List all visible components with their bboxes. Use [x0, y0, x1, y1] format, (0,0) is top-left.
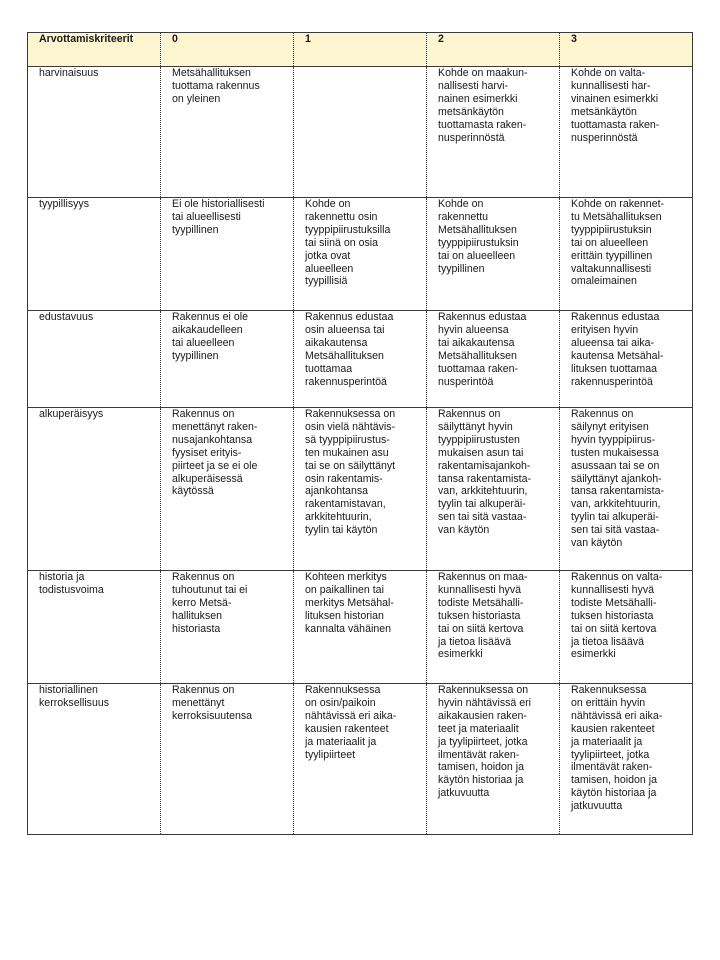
table-cell: Rakennus on säilyttänyt hyvin tyyppipiirustusten mukaisen asun tai rakentamisajankoh- tansa rakentamista- van, arkkitehtuurin, tyylin tai alkuperäi- sen tai sitä vastaa- van käytön	[427, 408, 560, 571]
header-score-1: 1	[294, 33, 427, 67]
criterion-cell: edustavuus	[28, 311, 161, 408]
table-row	[28, 311, 693, 408]
header-score-3: 3	[560, 33, 693, 67]
table-cell: Kohteen merkitys on paikallinen tai merkitys Metsähal- lituksen historian kannalta vähäinen	[294, 571, 427, 684]
table-cell: Rakennus edustaa osin alueensa tai aikakautensa Metsähallituksen tuottamaa rakennusperintöä	[294, 311, 427, 408]
table-row	[28, 684, 693, 835]
table-cell: Rakennus on menettänyt kerroksisuutensa	[161, 684, 294, 835]
criterion-cell: historia ja todistusvoima	[28, 571, 161, 684]
table-cell: Rakennuksessa on osin vielä nähtävis- sä tyyppipiirustus- ten mukainen asu tai se on säilyttänyt osin rakentamis- ajankohtansa rakentamistavan, arkkitehtuurin, tyylin tai käytön	[294, 408, 427, 571]
criterion-cell: harvinaisuus	[28, 67, 161, 198]
table-cell: Rakennus on säilynyt erityisen hyvin tyyppipiirus- tusten mukaisessa asussaan tai se on säilyttänyt ajankoh- tansa rakentamista- van, arkkitehtuurin, tyylin tai alkuperäi- sen tai sitä vastaa- van käytön	[560, 408, 693, 571]
table-row	[28, 571, 693, 684]
header-row	[28, 33, 693, 67]
table-cell: Metsähallituksen tuottama rakennus on yleinen	[161, 67, 294, 198]
header-criteria: Arvottamiskriteerit	[28, 33, 161, 67]
table-cell: Kohde on rakennettu Metsähallituksen tyyppipiirustuksin tai on alueelleen tyypillinen	[427, 198, 560, 311]
table-row	[28, 67, 693, 198]
table-cell: Rakennus ei ole aikakaudelleen tai alueelleen tyypillinen	[161, 311, 294, 408]
table-cell: Rakennus on valta- kunnallisesti hyvä todiste Metsähalli- tuksen historiasta tai on siitä kertova ja tietoa lisäävä esimerkki	[560, 571, 693, 684]
table-cell: Rakennus edustaa hyvin alueensa tai aikakautensa Metsähallituksen tuottamaa raken- nusperintöä	[427, 311, 560, 408]
header-score-0: 0	[161, 33, 294, 67]
table-cell: Kohde on valta- kunnallisesti har- vinainen esimerkki metsänkäytön tuottamasta raken- nusperinnöstä	[560, 67, 693, 198]
table-cell: Kohde on rakennettu osin tyyppipiirustuksilla tai siinä on osia jotka ovat alueelleen tyypillisiä	[294, 198, 427, 311]
table-row	[28, 198, 693, 311]
criterion-cell: tyypillisyys	[28, 198, 161, 311]
criterion-cell: alkuperäisyys	[28, 408, 161, 571]
table-cell: Rakennus on maa- kunnallisesti hyvä todiste Metsähalli- tuksen historiasta tai on siitä kertova ja tietoa lisäävä esimerkki	[427, 571, 560, 684]
evaluation-criteria-table	[27, 32, 693, 835]
table-cell: Ei ole historiallisesti tai alueellisesti tyypillinen	[161, 198, 294, 311]
table-cell: Kohde on maakun- nallisesti harvi- nainen esimerkki metsänkäytön tuottamasta raken- nusperinnöstä	[427, 67, 560, 198]
table-cell: Rakennuksessa on erittäin hyvin nähtävissä eri aika- kausien rakenteet ja materiaalit ja tyylipiirteet, jotka ilmentävät raken- tamisen, hoidon ja käytön historiaa ja jatkuvuutta	[560, 684, 693, 835]
header-score-2: 2	[427, 33, 560, 67]
table-cell: Rakennus edustaa erityisen hyvin alueensa tai aika- kautensa Metsähal- lituksen tuottamaa rakennusperintöä	[560, 311, 693, 408]
table-cell: Rakennus on tuhoutunut tai ei kerro Metsä- hallituksen historiasta	[161, 571, 294, 684]
table-cell	[294, 67, 427, 198]
table-cell: Kohde on rakennet- tu Metsähallituksen tyyppipiirustuksin tai on alueelleen erittäin tyypillinen valtakunnallisesti omaleimainen	[560, 198, 693, 311]
criterion-cell: historiallinen kerroksellisuus	[28, 684, 161, 835]
table-row	[28, 408, 693, 571]
table-cell: Rakennuksessa on osin/paikoin nähtävissä eri aika- kausien rakenteet ja materiaalit ja tyylipiirteet	[294, 684, 427, 835]
table-cell: Rakennus on menettänyt raken- nusajankohtansa fyysiset erityis- piirteet ja se ei ole alkuperäisessä käytössä	[161, 408, 294, 571]
table-cell: Rakennuksessa on hyvin nähtävissä eri aikakausien raken- teet ja materiaalit ja tyylipiirteet, jotka ilmentävät raken- tamisen, hoidon ja käytön historiaa ja jatkuvuutta	[427, 684, 560, 835]
